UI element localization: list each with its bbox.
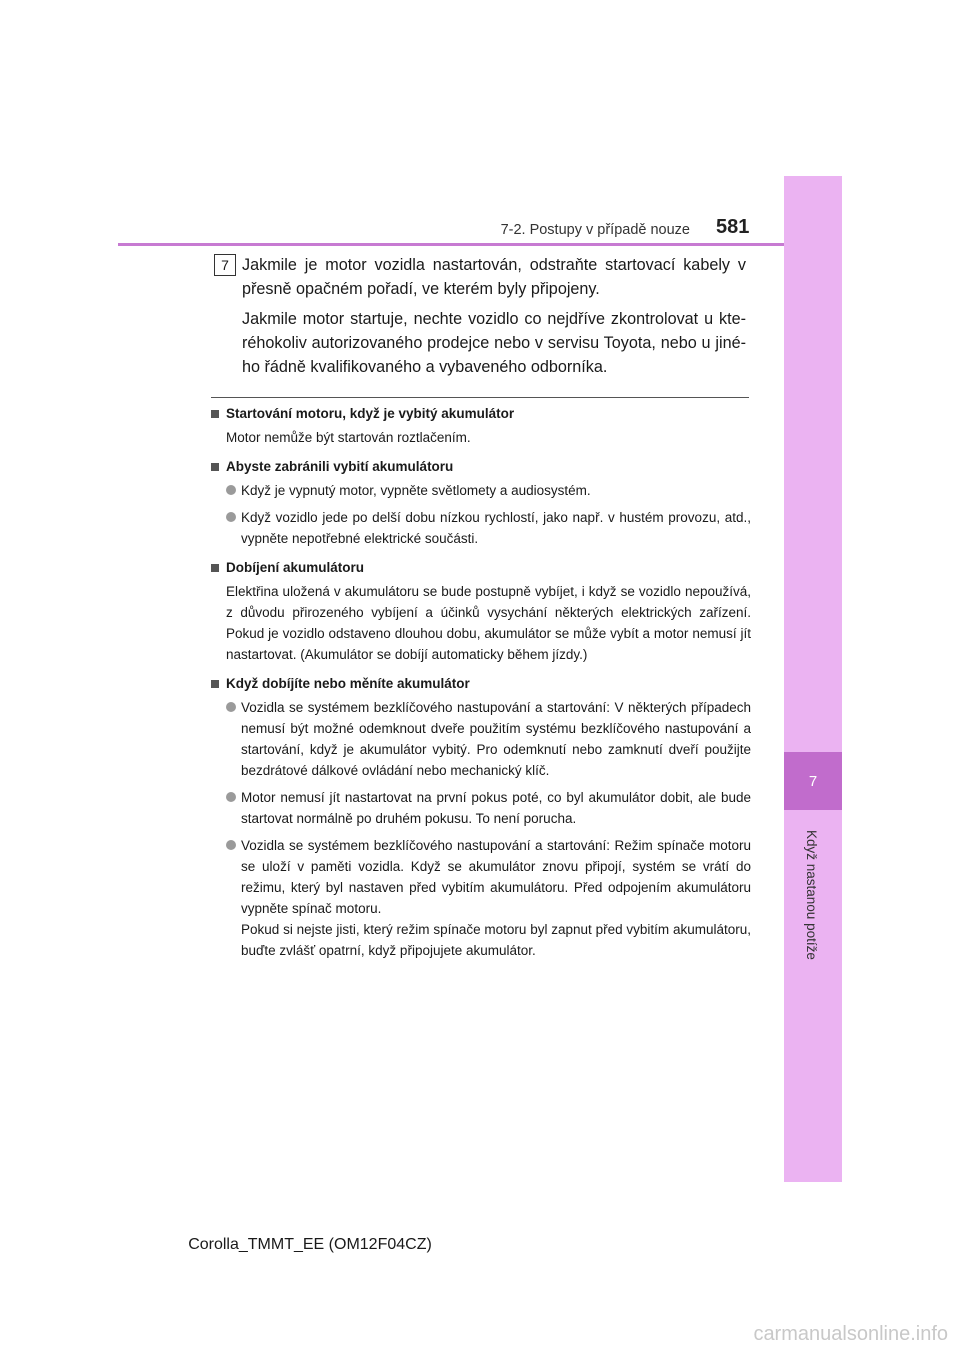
square-bullet-icon bbox=[211, 564, 219, 572]
list-item bbox=[211, 697, 751, 781]
info-section-prevent-discharge bbox=[211, 456, 751, 549]
list-item bbox=[211, 507, 751, 549]
info-section-jump-start bbox=[211, 403, 751, 448]
list-item-text: Když vozidlo jede po delší dobu nízkou rychlostí, jako např. v hustém provozu, atd., vypněte nepotřebné elektrické součásti. bbox=[241, 510, 751, 546]
round-bullet-icon bbox=[226, 840, 236, 850]
bullet-list bbox=[211, 697, 751, 961]
header-rule bbox=[118, 243, 784, 246]
section-body: Motor nemůže být startován roztlačením. bbox=[226, 430, 471, 445]
list-item-text: Když je vypnutý motor, vypněte světlomety a audiosystém. bbox=[241, 483, 591, 498]
chapter-number-badge: 7 bbox=[784, 752, 842, 810]
section-heading bbox=[211, 673, 751, 694]
list-item bbox=[211, 787, 751, 829]
list-item-text: Motor nemusí jít nastartovat na první pokus poté, co byl akumulátor dobit, ale bude startovat normálně po druhém pokusu. To není porucha. bbox=[241, 790, 751, 826]
list-item-paragraph: Pokud si nejste jisti, který režim spínače motoru byl zapnut před vybitím akumulátoru, buďte zvlášť opatrní, když připojujete akumulátor. bbox=[241, 922, 751, 958]
bullet-list bbox=[211, 480, 751, 549]
section-heading-text: Když dobíjíte nebo měníte akumulátor bbox=[226, 676, 470, 691]
round-bullet-icon bbox=[226, 702, 236, 712]
list-item-text: Vozidla se systémem bezklíčového nastupování a startování: V některých případech nemusí být možné odemknout dveře použitím systému bezklíčového nastupování a startování, když je akumulátor vybitý. Pro odemknutí nebo zamknutí dveří použijte bezdrátové dálkové ovládání nebo mechanický klíč. bbox=[241, 700, 751, 778]
step-number-box: 7 bbox=[214, 254, 236, 276]
info-section-recharging bbox=[211, 557, 751, 665]
section-divider bbox=[211, 397, 749, 398]
document-footer: Corolla_TMMT_EE (OM12F04CZ) bbox=[188, 1236, 432, 1253]
section-heading bbox=[211, 557, 751, 578]
section-title: 7-2. Postupy v případě nouze bbox=[500, 222, 690, 238]
chapter-title-text: Když nastanou potíže bbox=[804, 830, 819, 960]
list-item-text bbox=[241, 835, 751, 961]
step-instruction: Jakmile je motor vozidla nastartován, odstraňte startovací kabely v přesně opačném pořadí, ve kterém byly připojeny. bbox=[242, 256, 746, 298]
section-heading-text: Dobíjení akumulátoru bbox=[226, 560, 365, 575]
section-heading bbox=[211, 456, 751, 477]
round-bullet-icon bbox=[226, 485, 236, 495]
square-bullet-icon bbox=[211, 680, 219, 688]
square-bullet-icon bbox=[211, 463, 219, 471]
section-heading bbox=[211, 403, 751, 424]
section-heading-text: Abyste zabránili vybití akumulátoru bbox=[226, 459, 454, 474]
round-bullet-icon bbox=[226, 792, 236, 802]
watermark: carmanualsonline.info bbox=[753, 1323, 948, 1345]
info-section-replacing bbox=[211, 673, 751, 961]
info-sections bbox=[211, 403, 751, 969]
section-heading-text: Startování motoru, když je vybitý akumulátor bbox=[226, 406, 515, 421]
list-item bbox=[211, 835, 751, 961]
page-number: 581 bbox=[716, 216, 750, 238]
chapter-side-tab bbox=[784, 176, 842, 1182]
section-body: Elektřina uložená v akumulátoru se bude postupně vybíjet, i když se vozidlo nepoužívá, z důvodu přirozeného vybíjení a účinků vysychání některých elektrických zařízení. Pokud je vozidlo odstaveno dlouhou dobu, akumulátor se může vybít a motor nemusí jít nastartovat. (Akumulátor se dobíjí automaticky během jízdy.) bbox=[226, 584, 751, 662]
square-bullet-icon bbox=[211, 410, 219, 418]
list-item bbox=[211, 480, 751, 501]
round-bullet-icon bbox=[226, 512, 236, 522]
step-note: Jakmile motor startuje, nechte vozidlo co nejdříve zkontrolovat u kteréhokoliv autorizovaného prodejce nebo v servisu Toyota, nebo u jiného řádně kvalifikovaného a vybaveného odborníka. bbox=[242, 310, 746, 376]
list-item-paragraph: Vozidla se systémem bezklíčového nastupování a startování: Režim spínače motoru se uloží v paměti vozidla. Když se akumulátor znovu připojí, systém se vrátí do režimu, který byl nastaven před vybitím akumulátoru. Před odpojením akumulátoru vypněte spínač motoru. bbox=[241, 838, 751, 916]
